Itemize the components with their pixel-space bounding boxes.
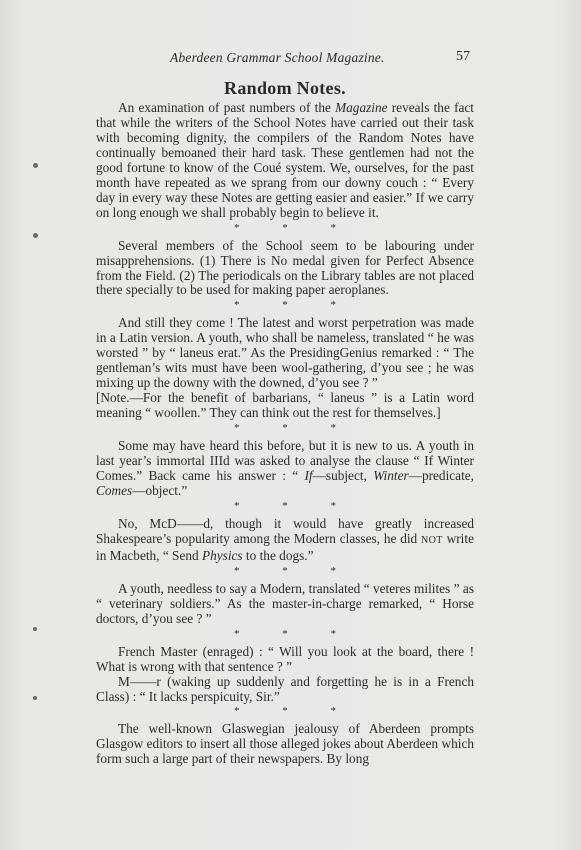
paragraph-perspicuity: M——r (waking up suddenly and forgetting he is in a French Class) : “ It lacks perspicuity, Sir.” [96, 673, 474, 704]
margin-mark [33, 163, 38, 168]
paragraph-latin-version: And still they come ! The latest and worst perpetration was made in a Latin version. A youth, who shall be nameless, translated “ he was worsted ” by “ laneus erat.” As the PresidingGenius remarked : “ The gentleman’s wits must have been wool-gathering, d’you see ; he was mixing up the downy with the downed, d’you see ? ” [96, 315, 474, 391]
paragraph-winter-comes: Some may have heard this before, but it is new to us. A youth in last year’s immortal IIId was asked to analyse the clause “ If Winter Comes.” Back came his answer : “ If—subject, Winter—predicate, Comes—object.” [96, 438, 474, 498]
page-number: 57 [456, 49, 470, 64]
paragraph-misapprehensions: Several members of the School seem to be labouring under misapprehensions. (1) There is No medal given for Perfect Absence from the Field. (2) The periodicals on the Library tables are not placed there specially to be used for making paper aeroplanes. [96, 237, 474, 298]
paragraph-glaswegian: The well-known Glaswegian jealousy of Aberdeen prompts Glasgow editors to insert all those alleged jokes about Aberdeen which form such a large part of their newspapers. By long [96, 721, 474, 767]
article-title: Random Notes. [224, 78, 346, 98]
section-separator: * * * [234, 705, 356, 718]
article-body [96, 101, 474, 767]
paragraph-veteres-milites: A youth, needless to say a Modern, translated “ veteres milites ” as “ veterinary soldiers.” As the master-in-charge remarked, “ Horse doctors, d’you see ? ” [96, 580, 474, 626]
paragraph-note: [Note.—For the benefit of barbarians, “ laneus ” is a Latin word meaning “ woollen.” They can think out the rest for themselves.] [96, 390, 474, 421]
section-separator: * * * [234, 422, 356, 435]
margin-mark [33, 627, 37, 631]
section-separator: * * * [234, 499, 356, 512]
section-separator: * * * [234, 564, 356, 577]
magazine-title: Aberdeen Grammar School Magazine. [170, 50, 385, 65]
paragraph-macbeth: No, McD——d, though it would have greatly increased Shakespeare’s popularity among the Modern classes, he did NOT write in Macbeth, “ Send Physics to the dogs.” [96, 515, 474, 563]
section-separator: * * * [234, 299, 356, 312]
section-separator: * * * [234, 221, 356, 234]
margin-mark [33, 696, 37, 700]
paragraph-coue: An examination of past numbers of the Magazine reveals the fact that while the writers of the School Notes have carried out their task with becoming dignity, the compilers of the Random Notes have continually bemoaned their hard task. These gentlemen had not the good fortune to know of the Coué system. We, ourselves, for the past month have repeated as we sprang from our downy couch : “ Every day in every way these Notes are getting easier and easier.” If we carry on long enough we shall probably begin to believe it. [96, 100, 474, 220]
paragraph-french-master: French Master (enraged) : “ Will you look at the board, there ! What is wrong with that sentence ? ” [96, 643, 474, 674]
margin-mark [33, 233, 38, 238]
section-separator: * * * [234, 627, 356, 640]
